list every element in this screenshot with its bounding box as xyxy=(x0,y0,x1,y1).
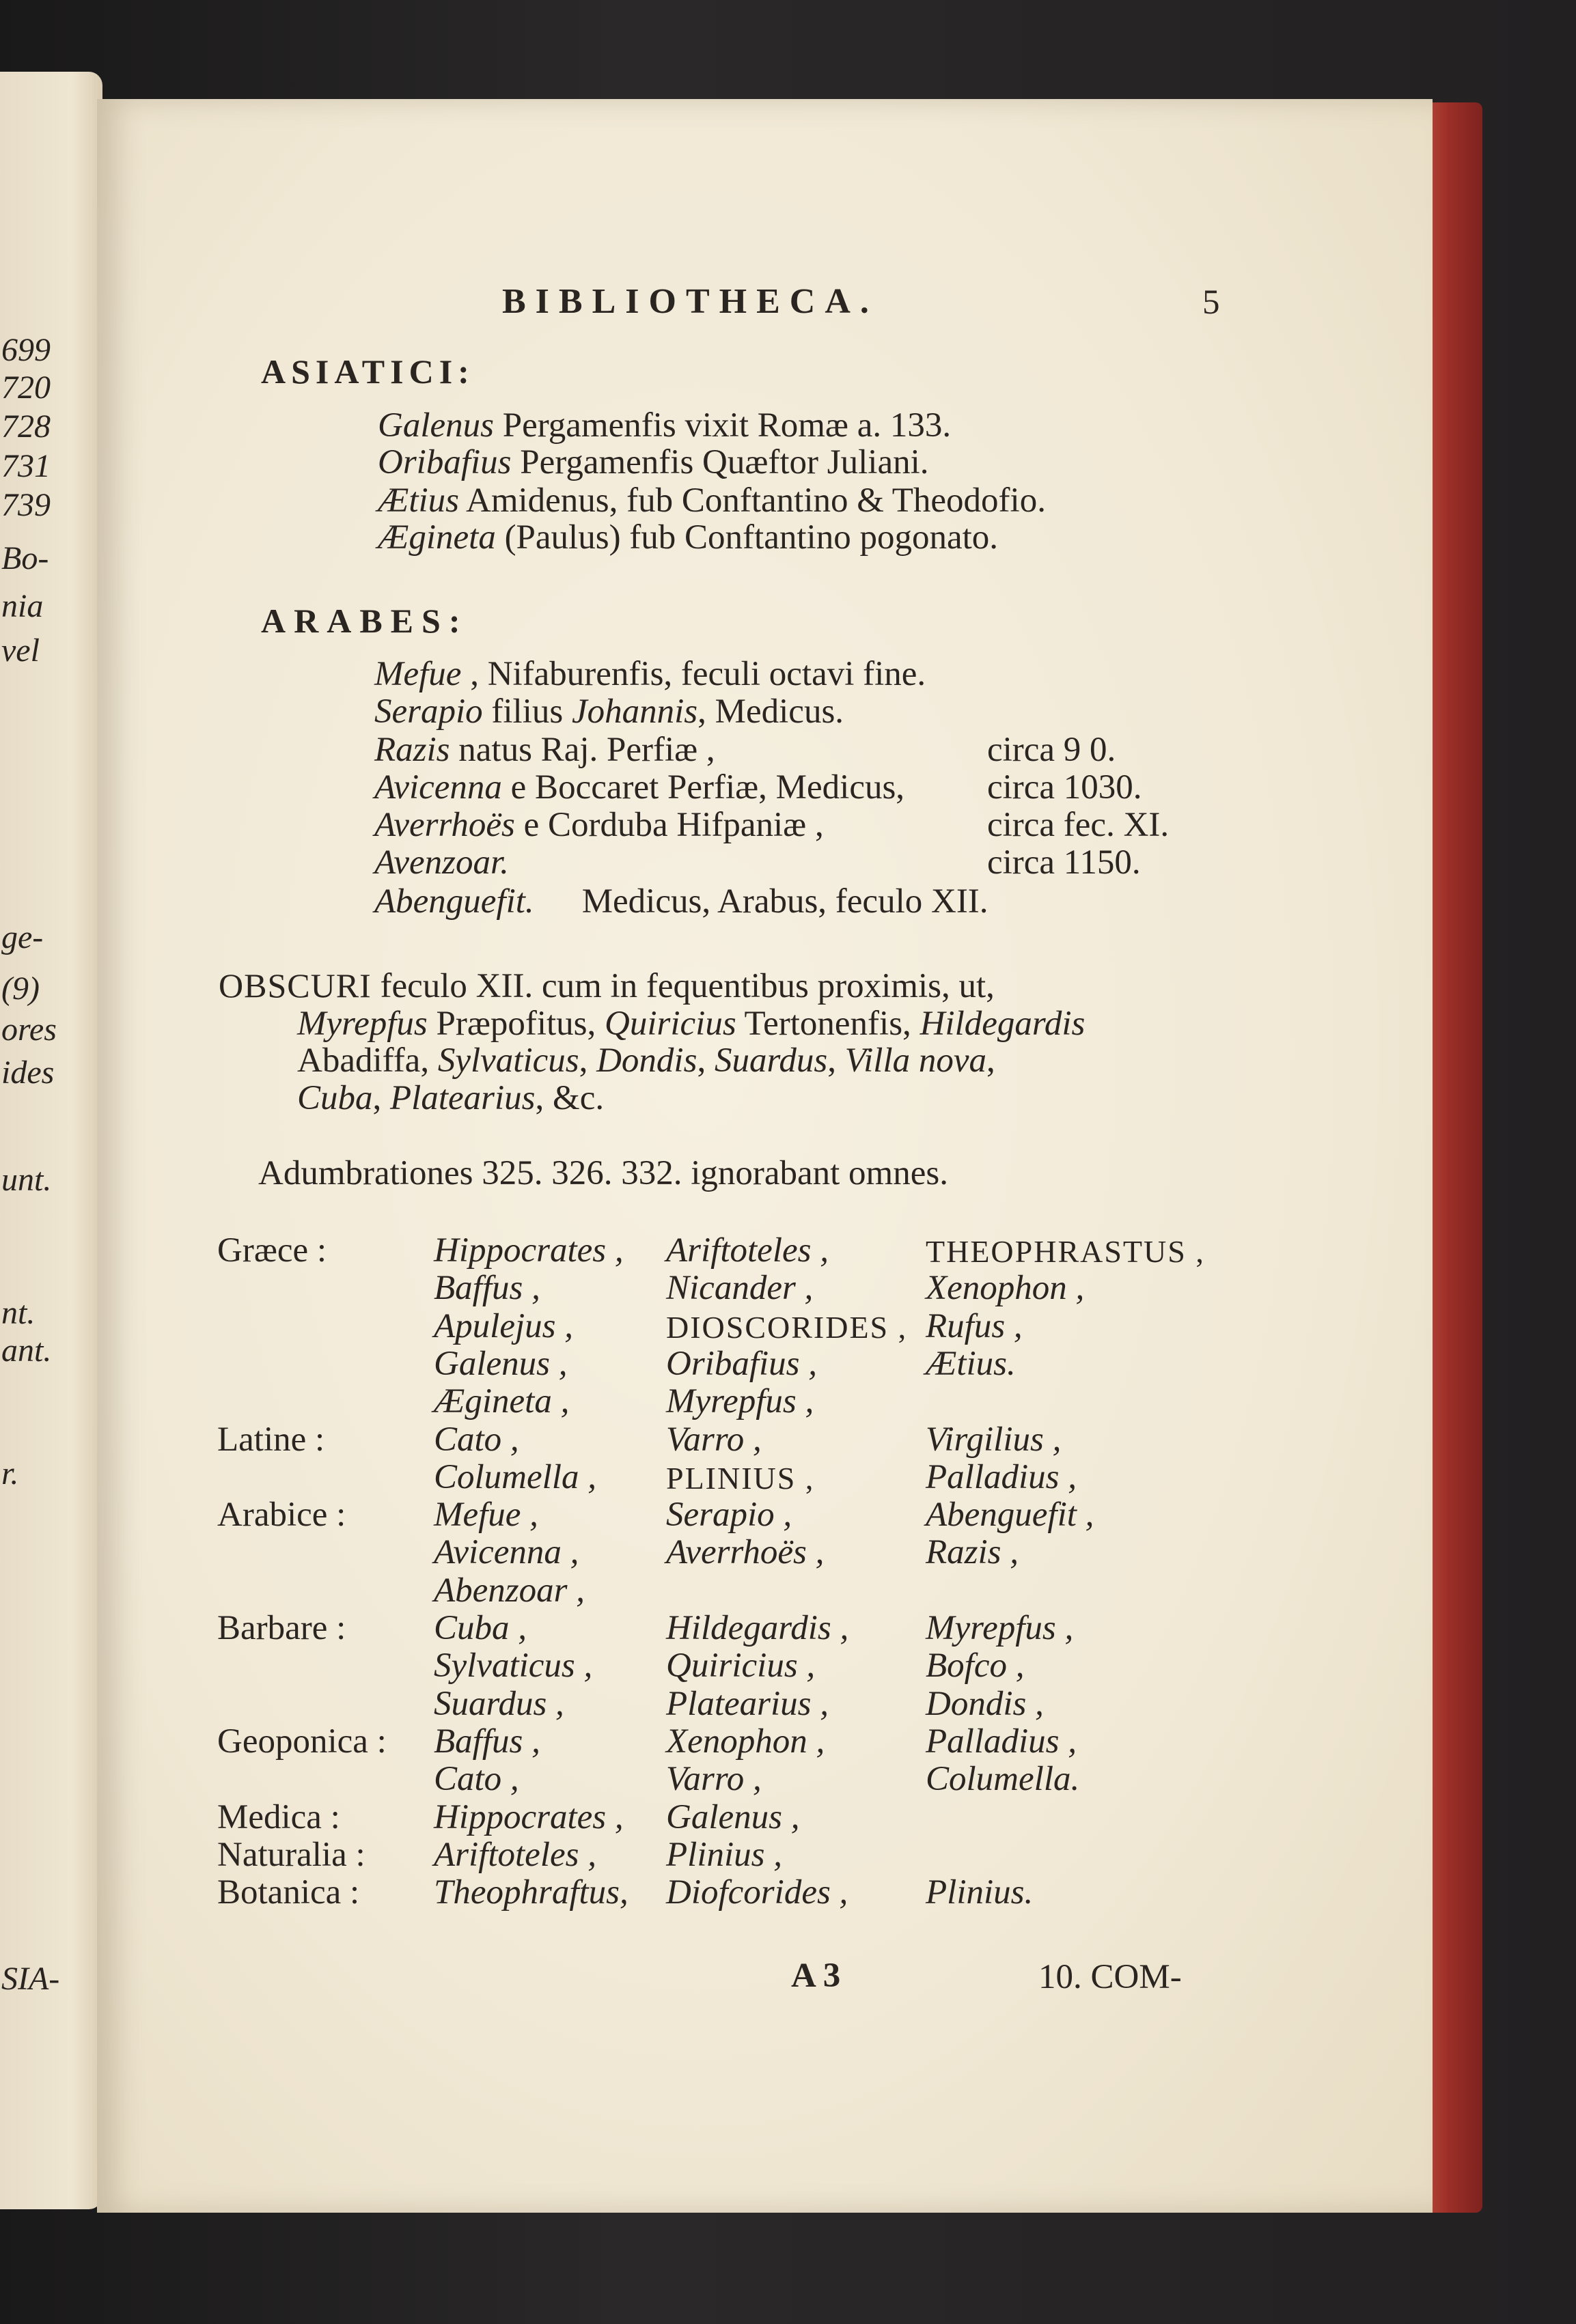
table-category-label: Geoponica : xyxy=(217,1722,387,1761)
margin-fragment: nt. xyxy=(1,1295,36,1331)
author-name: Avenzoar. xyxy=(374,843,509,882)
table-author-name: PLINIUS , xyxy=(666,1461,815,1496)
table-category-label: Latine : xyxy=(217,1420,325,1459)
table-author-name: Xenophon , xyxy=(666,1722,825,1761)
table-author-name: Ætius. xyxy=(926,1345,1016,1383)
table-author-name: Sylvaticus , xyxy=(434,1647,593,1685)
table-author-name: Abenguefit , xyxy=(926,1496,1094,1534)
obscuri-text: , xyxy=(986,1041,995,1080)
asiatici-entry xyxy=(378,445,929,480)
table-author-name: Plinius. xyxy=(926,1873,1034,1912)
author-name: Ætius xyxy=(378,481,460,520)
margin-fragment: SIA- xyxy=(1,1961,60,1997)
margin-fragment: (9) xyxy=(1,970,40,1007)
table-category-label: Medica : xyxy=(217,1798,340,1836)
margin-fragment: ge- xyxy=(1,919,44,955)
obscuri-line3 xyxy=(297,1041,995,1080)
arabes-entry xyxy=(374,733,715,768)
table-category-label: Naturalia : xyxy=(217,1836,365,1874)
author-name: Cuba xyxy=(297,1079,373,1117)
entry-text: Medicus, Arabus, feculo XII. xyxy=(581,882,989,921)
author-name: Hildegardis xyxy=(920,1005,1086,1043)
table-author-name: Mefue , xyxy=(434,1496,538,1534)
table-author-name: Serapio , xyxy=(666,1496,792,1534)
author-name: Suardus xyxy=(714,1041,828,1080)
section-heading-asiatici: ASIATICI: xyxy=(261,352,475,391)
arabes-entry xyxy=(374,845,509,880)
table-author-name: Palladius , xyxy=(926,1722,1077,1761)
table-author-name: DIOSCORIDES , xyxy=(666,1310,908,1345)
obscuri-text: feculo XII. cum in fequentibus proximis, ut, xyxy=(380,967,995,1005)
table-author-name: Myrepfus , xyxy=(666,1382,814,1420)
author-name: Razis xyxy=(374,731,450,769)
obscuri-text: , xyxy=(697,1041,715,1080)
arabes-entry xyxy=(374,770,904,805)
arabes-entry xyxy=(374,657,926,692)
table-author-name: Diofcorides , xyxy=(666,1873,848,1912)
entry-date: circa 1150. xyxy=(987,843,1141,882)
margin-fragment: 731 xyxy=(1,448,51,484)
obscuri-text: Præpofitus, xyxy=(427,1005,605,1043)
table-author-name: Rufus , xyxy=(926,1307,1023,1345)
table-author-name: Hippocrates , xyxy=(434,1231,624,1270)
author-name: Villa nova xyxy=(844,1041,987,1080)
table-author-name: Averrhoës , xyxy=(666,1533,825,1571)
author-name: Avicenna xyxy=(374,768,502,807)
table-author-name: Oribafius , xyxy=(666,1345,818,1383)
entry-text: e Boccaret Perfiæ, Medicus, xyxy=(510,768,905,807)
section-heading-arabes: ARABES: xyxy=(261,602,469,640)
table-author-name: Dondis , xyxy=(926,1685,1044,1723)
table-author-name: Ægineta , xyxy=(434,1382,570,1420)
table-author-name: Myrepfus , xyxy=(926,1609,1074,1647)
entry-text: Pergamenfis Quæftor Juliani. xyxy=(520,443,929,481)
margin-fragment: Bo- xyxy=(1,540,49,576)
author-name: Myrepfus xyxy=(297,1005,428,1043)
adumbrationes-line: Adumbrationes 325. 326. 332. ignorabant omnes. xyxy=(258,1154,948,1192)
margin-fragment: nia xyxy=(1,588,44,624)
table-author-name: Varro , xyxy=(666,1420,762,1459)
author-name: Serapio xyxy=(374,692,483,731)
table-author-name: Ariftoteles , xyxy=(666,1231,829,1270)
asiatici-entry xyxy=(378,408,951,443)
author-name: Ægineta xyxy=(378,518,496,557)
obscuri-text: Tertonenfis, xyxy=(736,1005,920,1043)
catchword: 10. COM- xyxy=(1038,1958,1182,1996)
entry-date: circa 1030. xyxy=(987,768,1142,807)
margin-fragment: 739 xyxy=(1,487,51,523)
table-author-name: Ariftoteles , xyxy=(434,1836,596,1874)
entry-text: e Corduba Hifpaniæ , xyxy=(523,806,824,844)
table-author-name: Hippocrates , xyxy=(434,1798,624,1836)
arabes-entry xyxy=(374,884,989,919)
author-name: Quiricius xyxy=(605,1005,736,1043)
entry-text: , Nifaburenfis, feculi octavi fine. xyxy=(470,655,926,693)
margin-fragment: ant. xyxy=(1,1332,52,1369)
margin-fragment: ides xyxy=(1,1054,55,1091)
table-category-label: Barbare : xyxy=(217,1609,346,1647)
author-name: Johannis xyxy=(572,692,698,731)
signature-mark: A 3 xyxy=(791,1957,841,1995)
red-page-edge xyxy=(1424,102,1482,2213)
entry-text: Pergamenfis vixit Romæ a. 133. xyxy=(502,406,952,445)
entry-text: natus Raj. Perfiæ , xyxy=(458,731,715,769)
obscuri-line2 xyxy=(297,1007,1085,1041)
table-author-name: THEOPHRASTUS , xyxy=(926,1234,1205,1269)
table-author-name: Palladius , xyxy=(926,1458,1077,1496)
table-category-label: Botanica : xyxy=(217,1873,360,1912)
table-author-name: Baffus , xyxy=(434,1269,540,1307)
table-author-name: Quiricius , xyxy=(666,1647,816,1685)
entry-text: Amidenus, fub Conftantino & Theodofio. xyxy=(465,481,1046,520)
table-author-name: Nicander , xyxy=(666,1269,814,1307)
table-author-name: Cato , xyxy=(434,1420,519,1459)
arabes-entry xyxy=(374,808,824,843)
author-name: Dondis xyxy=(596,1041,697,1080)
table-author-name: Xenophon , xyxy=(926,1269,1085,1307)
entry-date: circa fec. XI. xyxy=(987,806,1170,844)
margin-fragment: ores xyxy=(1,1011,57,1048)
table-author-name: Galenus , xyxy=(666,1798,800,1836)
author-name: Platearius xyxy=(390,1079,536,1117)
obscuri-lead: OBSCURI xyxy=(219,966,372,1005)
table-author-name: Galenus , xyxy=(434,1345,568,1383)
table-author-name: Columella. xyxy=(926,1760,1080,1798)
asiatici-entry xyxy=(378,481,1046,520)
entry-text: (Paulus) fub Conftantino pogonato. xyxy=(504,518,998,557)
table-category-label: Græce : xyxy=(217,1231,327,1270)
obscuri-line-1 xyxy=(219,968,995,1004)
table-author-name: Varro , xyxy=(666,1760,762,1798)
margin-fragment: 699 xyxy=(1,332,51,368)
table-author-name: Bofco , xyxy=(926,1647,1025,1685)
entry-text: filius xyxy=(491,692,564,731)
obscuri-line4 xyxy=(297,1081,604,1116)
table-author-name: Theophraftus, xyxy=(434,1873,628,1912)
obscuri-text: , xyxy=(579,1041,597,1080)
table-author-name: Plinius , xyxy=(666,1836,783,1874)
margin-fragment: r. xyxy=(1,1455,19,1492)
margin-fragment: unt. xyxy=(1,1162,52,1198)
table-author-name: Apulejus , xyxy=(434,1307,573,1345)
table-author-name: Razis , xyxy=(926,1533,1019,1571)
obscuri-text: , &c. xyxy=(535,1079,605,1117)
table-author-name: Baffus , xyxy=(434,1722,540,1761)
author-name: Abenguefit. xyxy=(374,882,534,921)
author-name: Averrhoës xyxy=(374,806,515,844)
table-author-name: Virgilius , xyxy=(926,1420,1062,1459)
table-category-label: Arabice : xyxy=(217,1496,346,1534)
author-name: Galenus xyxy=(378,406,494,445)
table-author-name: Abenzoar , xyxy=(434,1571,585,1610)
table-author-name: Columella , xyxy=(434,1458,596,1496)
table-author-name: Avicenna , xyxy=(434,1533,579,1571)
arabes-entry xyxy=(374,692,844,731)
table-author-name: Hildegardis , xyxy=(666,1609,849,1647)
obscuri-text: , xyxy=(372,1079,391,1117)
page-number: 5 xyxy=(1202,283,1220,322)
table-author-name: Cuba , xyxy=(434,1609,527,1647)
table-author-name: Platearius , xyxy=(666,1685,829,1723)
table-author-name: Cato , xyxy=(434,1760,519,1798)
obscuri-text: , xyxy=(827,1041,845,1080)
author-name: Mefue xyxy=(374,655,462,693)
asiatici-entry xyxy=(378,520,998,555)
table-author-name: Suardus , xyxy=(434,1685,564,1723)
author-name: Oribafius xyxy=(378,443,512,481)
margin-fragment: vel xyxy=(1,632,40,669)
running-title: BIBLIOTHECA. xyxy=(502,282,879,321)
entry-date: circa 9 0. xyxy=(987,731,1116,769)
margin-fragment: 720 xyxy=(1,369,51,406)
obscuri-text: Abadiffa, xyxy=(297,1041,438,1080)
author-name: Sylvaticus xyxy=(437,1041,579,1080)
margin-fragment: 728 xyxy=(1,408,51,445)
entry-text: , Medicus. xyxy=(697,692,844,731)
